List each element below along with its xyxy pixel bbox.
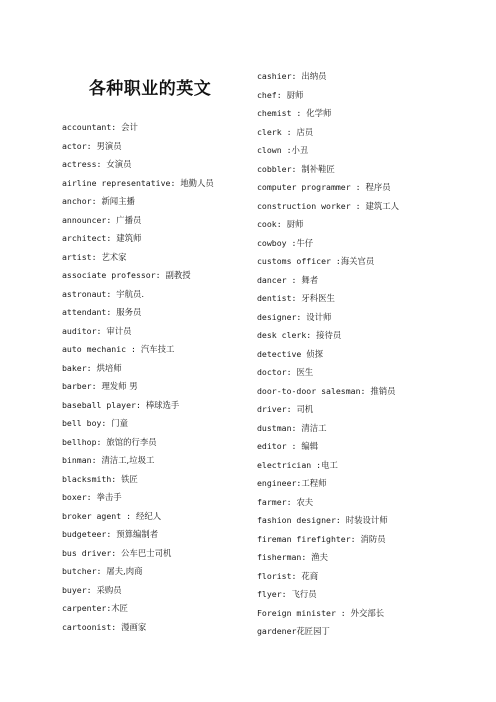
vocab-entry xyxy=(62,155,242,174)
chinese-translation: 渔夫 xyxy=(311,552,328,562)
chinese-translation: 接待员 xyxy=(316,330,342,340)
english-term: computer programmer : xyxy=(257,182,366,192)
english-term: bell boy: xyxy=(62,418,112,428)
vocab-entry xyxy=(257,345,457,364)
vocab-entry xyxy=(62,248,242,267)
english-term: Foreign minister : xyxy=(257,607,351,618)
chinese-translation: 理发师 男 xyxy=(101,381,138,391)
english-term: door-to-door salesman: xyxy=(257,385,371,396)
english-term: buyer: xyxy=(62,584,97,595)
english-term: electrician : xyxy=(257,459,322,470)
english-term: cartoonist: xyxy=(62,621,122,632)
vocab-entry xyxy=(257,104,457,123)
chinese-translation: 外交部长 xyxy=(350,607,385,618)
chinese-translation: 推销员 xyxy=(370,385,396,396)
vocab-entry xyxy=(62,470,242,489)
english-term: farmer: xyxy=(257,496,297,507)
vocab-entry xyxy=(62,433,242,452)
chinese-translation: 男演员 xyxy=(96,140,122,151)
english-term: broker agent : xyxy=(62,510,136,521)
english-term: cowboy : xyxy=(257,237,297,248)
chinese-translation: 木匠 xyxy=(111,603,129,613)
chinese-translation: 化学师 xyxy=(306,108,332,118)
chinese-translation: 制补鞋匠 xyxy=(301,163,335,174)
vocab-entry xyxy=(62,488,242,507)
chinese-translation: 小丑 xyxy=(291,145,309,155)
chinese-translation: 漫画家 xyxy=(121,621,147,632)
chinese-translation: 工程师 xyxy=(301,478,327,488)
vocab-entry xyxy=(257,67,457,86)
english-term: chemist : xyxy=(257,108,307,118)
vocab-entry xyxy=(257,382,457,401)
chinese-translation: 拳击手 xyxy=(96,492,122,502)
vocab-entry xyxy=(257,123,457,142)
vocab-entry xyxy=(62,192,242,211)
chinese-translation: 设计师 xyxy=(306,311,332,322)
vocab-entry xyxy=(257,530,457,549)
chinese-translation: 服务员 xyxy=(116,307,142,317)
english-term: chef: xyxy=(257,89,287,100)
vocab-entry xyxy=(257,493,457,512)
chinese-translation: 厨师 xyxy=(286,89,304,100)
chinese-translation: 医生 xyxy=(296,367,314,377)
english-term: detective xyxy=(257,348,307,359)
vocab-entry xyxy=(257,456,457,475)
vocab-entry xyxy=(62,229,242,248)
vocab-entry xyxy=(257,474,457,493)
english-term: auditor: xyxy=(62,325,107,336)
english-term: designer: xyxy=(257,311,307,322)
english-term: cook: xyxy=(257,219,287,229)
vocab-entry xyxy=(62,581,242,600)
english-term: announcer: xyxy=(62,214,117,225)
chinese-translation: 清洁工 xyxy=(301,422,327,433)
chinese-translation: 消防员 xyxy=(360,533,386,544)
vocab-entry xyxy=(62,525,242,544)
chinese-translation: 侦探 xyxy=(306,348,324,359)
vocab-entry xyxy=(257,511,457,530)
english-term: baker: xyxy=(62,362,97,373)
vocab-entry xyxy=(257,271,457,290)
vocab-entry xyxy=(62,618,242,637)
chinese-translation: 烘培师 xyxy=(96,362,122,373)
english-term: customs officer : xyxy=(257,256,341,266)
chinese-translation: 电工 xyxy=(321,459,338,470)
vocab-entry xyxy=(62,414,242,433)
chinese-translation: 花商 xyxy=(301,570,319,581)
english-term: barber: xyxy=(62,381,102,391)
vocab-entry xyxy=(257,585,457,604)
vocab-entry xyxy=(257,289,457,308)
vocab-entry xyxy=(62,174,242,193)
chinese-translation: 花匠园丁 xyxy=(296,626,330,636)
vocab-entry xyxy=(257,197,457,216)
vocab-entry xyxy=(62,340,242,359)
english-term: dustman: xyxy=(257,422,302,433)
english-term: actor: xyxy=(62,140,97,151)
vocab-entry xyxy=(257,604,457,623)
chinese-translation: 会计 xyxy=(121,122,138,132)
vocab-entry xyxy=(257,141,457,160)
vocab-entry xyxy=(257,622,457,641)
english-term: fashion designer: xyxy=(257,515,346,525)
chinese-translation: 采购员 xyxy=(96,584,122,595)
vocab-entry xyxy=(257,400,457,419)
english-term: baseball player: xyxy=(62,399,146,410)
chinese-translation: 建筑工人 xyxy=(365,200,399,211)
english-term: editor : xyxy=(257,441,302,451)
english-term: auto mechanic : xyxy=(62,344,141,354)
vocab-entry xyxy=(62,451,242,470)
english-term: driver: xyxy=(257,404,297,414)
english-term: accountant: xyxy=(62,122,122,132)
vocab-entry xyxy=(257,160,457,179)
english-term: binman: xyxy=(62,455,102,465)
left-column xyxy=(62,118,242,636)
vocab-entry xyxy=(62,562,242,581)
vocab-entry xyxy=(257,567,457,586)
english-term: bellhop: xyxy=(62,436,107,447)
english-term: fisherman: xyxy=(257,552,312,562)
english-term: cobbler: xyxy=(257,163,302,174)
chinese-translation: 棒球选手 xyxy=(145,399,180,410)
chinese-translation: 厨师 xyxy=(286,219,304,229)
vocab-entry xyxy=(257,419,457,438)
chinese-translation: 程序员 xyxy=(365,182,391,192)
vocab-entry xyxy=(62,507,242,526)
chinese-translation: 时装设计师 xyxy=(345,515,388,525)
chinese-translation: 舞者 xyxy=(301,274,319,285)
english-term: associate professor: xyxy=(62,270,166,280)
vocab-entry xyxy=(62,211,242,230)
vocab-entry xyxy=(257,178,457,197)
vocab-entry xyxy=(257,326,457,345)
english-term: architect: xyxy=(62,233,117,243)
english-term: fireman firefighter: xyxy=(257,533,361,544)
english-term: astronaut: xyxy=(62,288,117,299)
english-term: boxer: xyxy=(62,492,97,502)
vocab-entry xyxy=(257,86,457,105)
chinese-translation: 汽车技工 xyxy=(140,344,175,354)
english-term: dancer : xyxy=(257,274,302,285)
chinese-translation: 副教授 xyxy=(165,270,191,280)
english-term: construction worker : xyxy=(257,200,366,211)
chinese-translation: 旅馆的行李员 xyxy=(106,436,157,447)
english-term: budgeteer: xyxy=(62,529,117,539)
right-column xyxy=(257,67,457,641)
chinese-translation: 铁匠 xyxy=(121,473,138,484)
english-term: carpenter: xyxy=(62,603,112,613)
chinese-translation: 农夫 xyxy=(296,496,314,507)
english-term: butcher: xyxy=(62,566,107,576)
english-term: bus driver: xyxy=(62,547,122,558)
chinese-translation: 宇航员. xyxy=(116,288,145,299)
chinese-translation: 预算编制者 xyxy=(116,529,159,539)
chinese-translation: 清洁工,垃圾工 xyxy=(101,455,155,465)
vocab-entry xyxy=(257,215,457,234)
english-term: actress: xyxy=(62,159,107,169)
document-title: 各种职业的英文 xyxy=(88,79,212,99)
chinese-translation: 编辑 xyxy=(301,441,319,451)
vocab-entry xyxy=(257,234,457,253)
english-term: florist: xyxy=(257,570,302,581)
english-term: dentist: xyxy=(257,293,302,303)
english-term: gardener xyxy=(257,626,297,636)
chinese-translation: 经纪人 xyxy=(135,510,162,521)
chinese-translation: 门童 xyxy=(111,418,129,428)
english-term: flyer: xyxy=(257,589,292,599)
chinese-translation: 地勤人员 xyxy=(180,177,214,188)
chinese-translation: 牙科医生 xyxy=(301,293,335,303)
vocab-entry xyxy=(62,118,242,137)
vocab-entry xyxy=(257,308,457,327)
chinese-translation: 出纳员 xyxy=(301,71,327,81)
chinese-translation: 审计员 xyxy=(106,325,132,336)
vocab-entry xyxy=(62,396,242,415)
chinese-translation: 司机 xyxy=(296,404,314,414)
english-term: artist: xyxy=(62,251,102,262)
chinese-translation: 店员 xyxy=(296,126,314,137)
vocab-entry xyxy=(257,363,457,382)
chinese-translation: 女演员 xyxy=(106,159,132,169)
vocab-entry xyxy=(62,377,242,396)
vocab-entry xyxy=(257,548,457,567)
vocab-entry xyxy=(62,137,242,156)
vocab-entry xyxy=(257,437,457,456)
english-term: cashier: xyxy=(257,71,302,81)
english-term: doctor: xyxy=(257,367,297,377)
vocab-entry xyxy=(62,285,242,304)
english-term: clown : xyxy=(257,145,292,155)
vocab-entry xyxy=(62,266,242,285)
vocab-entry xyxy=(62,359,242,378)
chinese-translation: 艺术家 xyxy=(101,251,127,262)
vocab-entry xyxy=(257,252,457,271)
vocab-entry xyxy=(62,599,242,618)
chinese-translation: 新闻主播 xyxy=(101,196,135,206)
english-term: engineer: xyxy=(257,478,302,488)
chinese-translation: 公车巴士司机 xyxy=(121,547,172,558)
chinese-translation: 建筑师 xyxy=(116,233,142,243)
chinese-translation: 广播员 xyxy=(116,214,142,225)
chinese-translation: 屠夫,肉商 xyxy=(106,566,143,576)
vocab-entry xyxy=(62,322,242,341)
english-term: blacksmith: xyxy=(62,473,122,484)
english-term: desk clerk: xyxy=(257,330,317,340)
english-term: clerk : xyxy=(257,126,297,137)
vocab-entry xyxy=(62,544,242,563)
chinese-translation: 飞行员 xyxy=(291,589,317,599)
vocab-entry xyxy=(62,303,242,322)
chinese-translation: 牛仔 xyxy=(296,237,314,248)
english-term: attendant: xyxy=(62,307,117,317)
english-term: airline representative: xyxy=(62,177,181,188)
english-term: anchor: xyxy=(62,196,102,206)
chinese-translation: 海关官员 xyxy=(340,256,375,266)
